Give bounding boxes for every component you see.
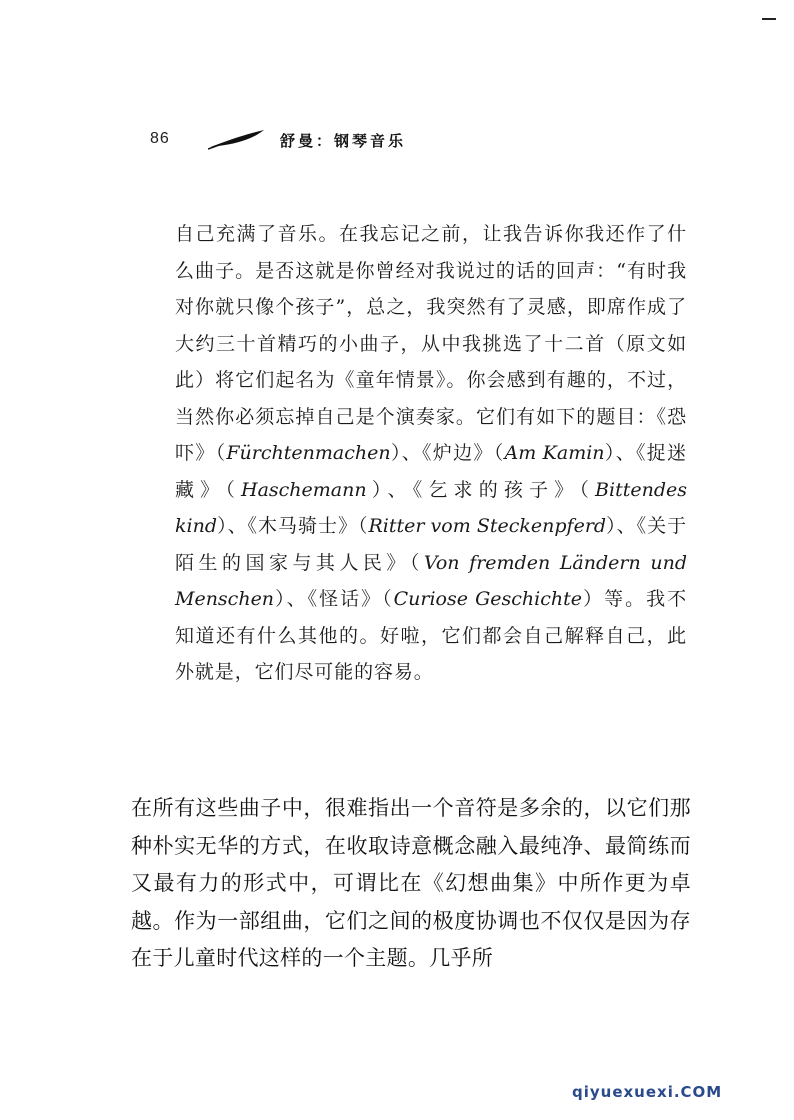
quote-latin-title: Curiose Geschichte	[393, 588, 582, 610]
quote-latin-title: Fürchtenmachen	[226, 442, 391, 464]
quill-pen-icon	[208, 128, 268, 150]
running-title: 舒曼：钢琴音乐	[280, 132, 407, 150]
quote-text: ）、《炉边》（	[390, 442, 505, 464]
block-quote	[175, 216, 687, 691]
page-number: 86	[150, 130, 170, 147]
quote-text: ）等。我不知道还有什么其他的。好啦，它们都会自己解释自己，此外就是，它们尽可能的容易。	[175, 588, 687, 683]
quote-text: ）、《怪话》（	[274, 588, 394, 610]
quote-text: ）、《关于陌生的国家与其人民》（	[175, 515, 687, 574]
quote-latin-title: Haschemann	[241, 478, 367, 501]
quote-latin-title: Am Kamin	[504, 442, 605, 464]
watermark: qiyuexuexi.COM	[572, 1083, 723, 1101]
body-paragraph: 在所有这些曲子中，很难指出一个音符是多余的，以它们那种朴实无华的方式，在收取诗意概念融入最纯净、最简练而又最有力的形式中，可谓比在《幻想曲集》中所作更为卓越。作为一部组曲，它们之间的极度协调也不仅仅是因为存在于儿童时代这样的一个主题。几乎所	[131, 796, 691, 970]
running-header	[150, 128, 550, 158]
quote-text: ）、《捉迷藏》（	[175, 442, 687, 501]
body-text	[131, 790, 691, 978]
quote-paragraph	[175, 216, 687, 691]
quote-text: 自己充满了音乐。在我忘记之前，让我告诉你我还作了什么曲子。是否这就是你曾经对我说过的话的回声：“有时我对你就只像个孩子”，总之，我突然有了灵感，即席作成了大约三十首精巧的小曲子，从中我挑选了十二首（原文如此）将它们起名为《童年情景》。你会感到有趣的，不过，当然你必须忘掉自己是个演奏家。它们有如下的题目：《恐吓》（	[175, 223, 687, 464]
quote-latin-title: Von fremden Ländern und Menschen	[175, 551, 687, 610]
quote-text: ）、《乞求的孩子》（	[366, 478, 596, 501]
quote-latin-title: Ritter vom Steckenpferd	[368, 515, 607, 537]
quote-text: ）、《木马骑士》（	[217, 515, 369, 537]
quote-latin-title: Bittendes kind	[175, 478, 687, 537]
corner-mark	[762, 18, 776, 20]
